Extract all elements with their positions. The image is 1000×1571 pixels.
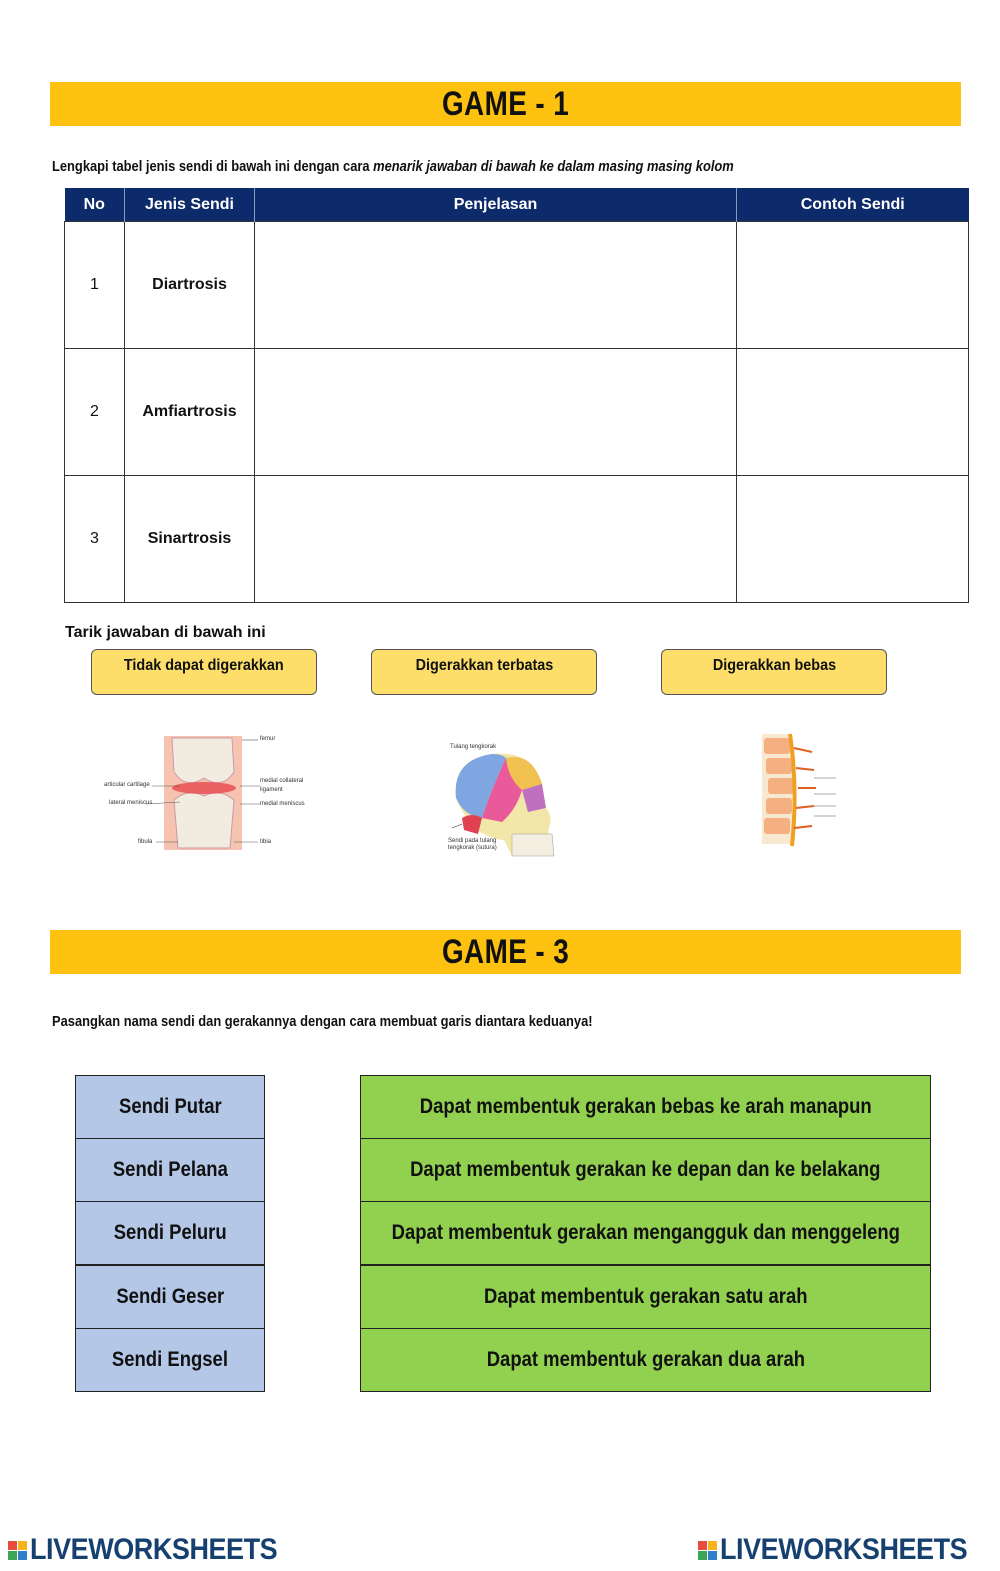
contoh-drop-zone[interactable] (737, 476, 969, 603)
spine-joint-image[interactable] (750, 728, 844, 848)
liveworksheets-logo-right[interactable] (698, 1533, 995, 1567)
knee-label: fibula (138, 839, 153, 845)
spine-illustration (750, 728, 844, 848)
joint-name-label: Sendi Putar (118, 1095, 222, 1118)
drag-instruction: Tarik jawaban di bawah ini (65, 624, 266, 641)
contoh-drop-zone[interactable] (737, 349, 969, 476)
penjelasan-drop-zone[interactable] (255, 349, 737, 476)
header-contoh-sendi: Contoh Sendi (737, 188, 969, 222)
liveworksheets-logo-left[interactable] (8, 1533, 305, 1567)
movement-label: Dapat membentuk gerakan ke depan dan ke belakang (410, 1158, 881, 1181)
joint-name: Sinartrosis (125, 476, 255, 603)
movement-cell[interactable] (360, 1138, 931, 1202)
joint-name: Amfiartrosis (125, 349, 255, 476)
knee-label: medial meniscus (260, 801, 305, 807)
movement-label: Dapat membentuk gerakan dua arah (486, 1348, 805, 1371)
movement-cell[interactable] (360, 1328, 931, 1392)
knee-label: articular cartilage (104, 782, 150, 788)
game3-instruction-text: Pasangkan nama sendi dan gerakannya dengan cara membuat garis diantara keduanya! (52, 1013, 593, 1030)
logo-text: LIVEWORKSHEETS (720, 1533, 968, 1566)
game1-instruction (52, 158, 845, 175)
movement-label: Dapat membentuk gerakan mengangguk dan menggeleng (391, 1221, 900, 1244)
joint-name-cell-peluru[interactable] (75, 1201, 265, 1265)
joint-name-label: Sendi Peluru (113, 1221, 227, 1244)
game3-title: GAME - 3 (441, 932, 570, 971)
table-row (65, 349, 969, 476)
knee-joint-image[interactable] (100, 730, 312, 855)
row-number: 2 (65, 349, 125, 476)
table-row (65, 476, 969, 603)
logo-text: LIVEWORKSHEETS (30, 1533, 278, 1566)
knee-label: tibia (260, 839, 272, 845)
game1-title: GAME - 1 (441, 84, 570, 123)
knee-label: medial collateral (260, 778, 304, 784)
joint-name: Diartrosis (125, 222, 255, 349)
penjelasan-drop-zone[interactable] (255, 222, 737, 349)
joint-name-label: Sendi Pelana (112, 1158, 228, 1181)
header-penjelasan: Penjelasan (255, 188, 737, 222)
contoh-drop-zone[interactable] (737, 222, 969, 349)
row-number: 3 (65, 476, 125, 603)
knee-label: lateral meniscus (109, 800, 153, 806)
joint-types-table (64, 188, 969, 603)
table-row (65, 222, 969, 349)
movement-cell[interactable] (360, 1075, 931, 1139)
penjelasan-drop-zone[interactable] (255, 476, 737, 603)
logo-icon (8, 1541, 27, 1560)
answer-chip-terbatas[interactable] (371, 649, 597, 695)
knee-label: ligament (260, 787, 283, 793)
joint-name-label: Sendi Geser (116, 1285, 224, 1308)
row-number: 1 (65, 222, 125, 349)
joint-name-cell-putar[interactable] (75, 1075, 265, 1139)
game3-instruction (52, 1013, 681, 1030)
movement-cell[interactable] (360, 1265, 931, 1329)
skull-label: Tulang tengkorak (450, 744, 497, 750)
answer-chip-label: Tidak dapat digerakkan (124, 657, 284, 674)
answer-chip-label: Digerakkan bebas (712, 657, 836, 674)
header-jenis-sendi: Jenis Sendi (125, 188, 255, 222)
game1-instruction-plain: Lengkapi tabel jenis sendi di bawah ini dengan cara (52, 158, 374, 175)
skull-joint-image[interactable] (442, 738, 562, 860)
joint-name-cell-engsel[interactable] (75, 1328, 265, 1392)
game1-instruction-italic: menarik jawaban di bawah ke dalam masing masing kolom (373, 158, 734, 175)
logo-icon (698, 1541, 717, 1560)
movement-cell[interactable] (360, 1201, 931, 1265)
answer-chip-tidak-dapat[interactable] (91, 649, 317, 695)
skull-label: tengkorak (sutura) (448, 845, 497, 851)
movement-label: Dapat membentuk gerakan satu arah (483, 1285, 808, 1308)
joint-name-cell-pelana[interactable] (75, 1138, 265, 1202)
knee-label: femur (260, 736, 276, 742)
answer-chip-label: Digerakkan terbatas (415, 657, 553, 674)
joint-name-cell-geser[interactable] (75, 1265, 265, 1329)
joint-name-label: Sendi Engsel (111, 1348, 229, 1371)
table-header-row (65, 188, 969, 222)
answer-chip-bebas[interactable] (661, 649, 887, 695)
game1-title-banner (50, 82, 961, 126)
game3-title-banner (50, 930, 961, 974)
header-no: No (65, 188, 125, 222)
movement-label: Dapat membentuk gerakan bebas ke arah manapun (419, 1095, 872, 1118)
skull-label: Sendi pada tulang (448, 838, 497, 844)
